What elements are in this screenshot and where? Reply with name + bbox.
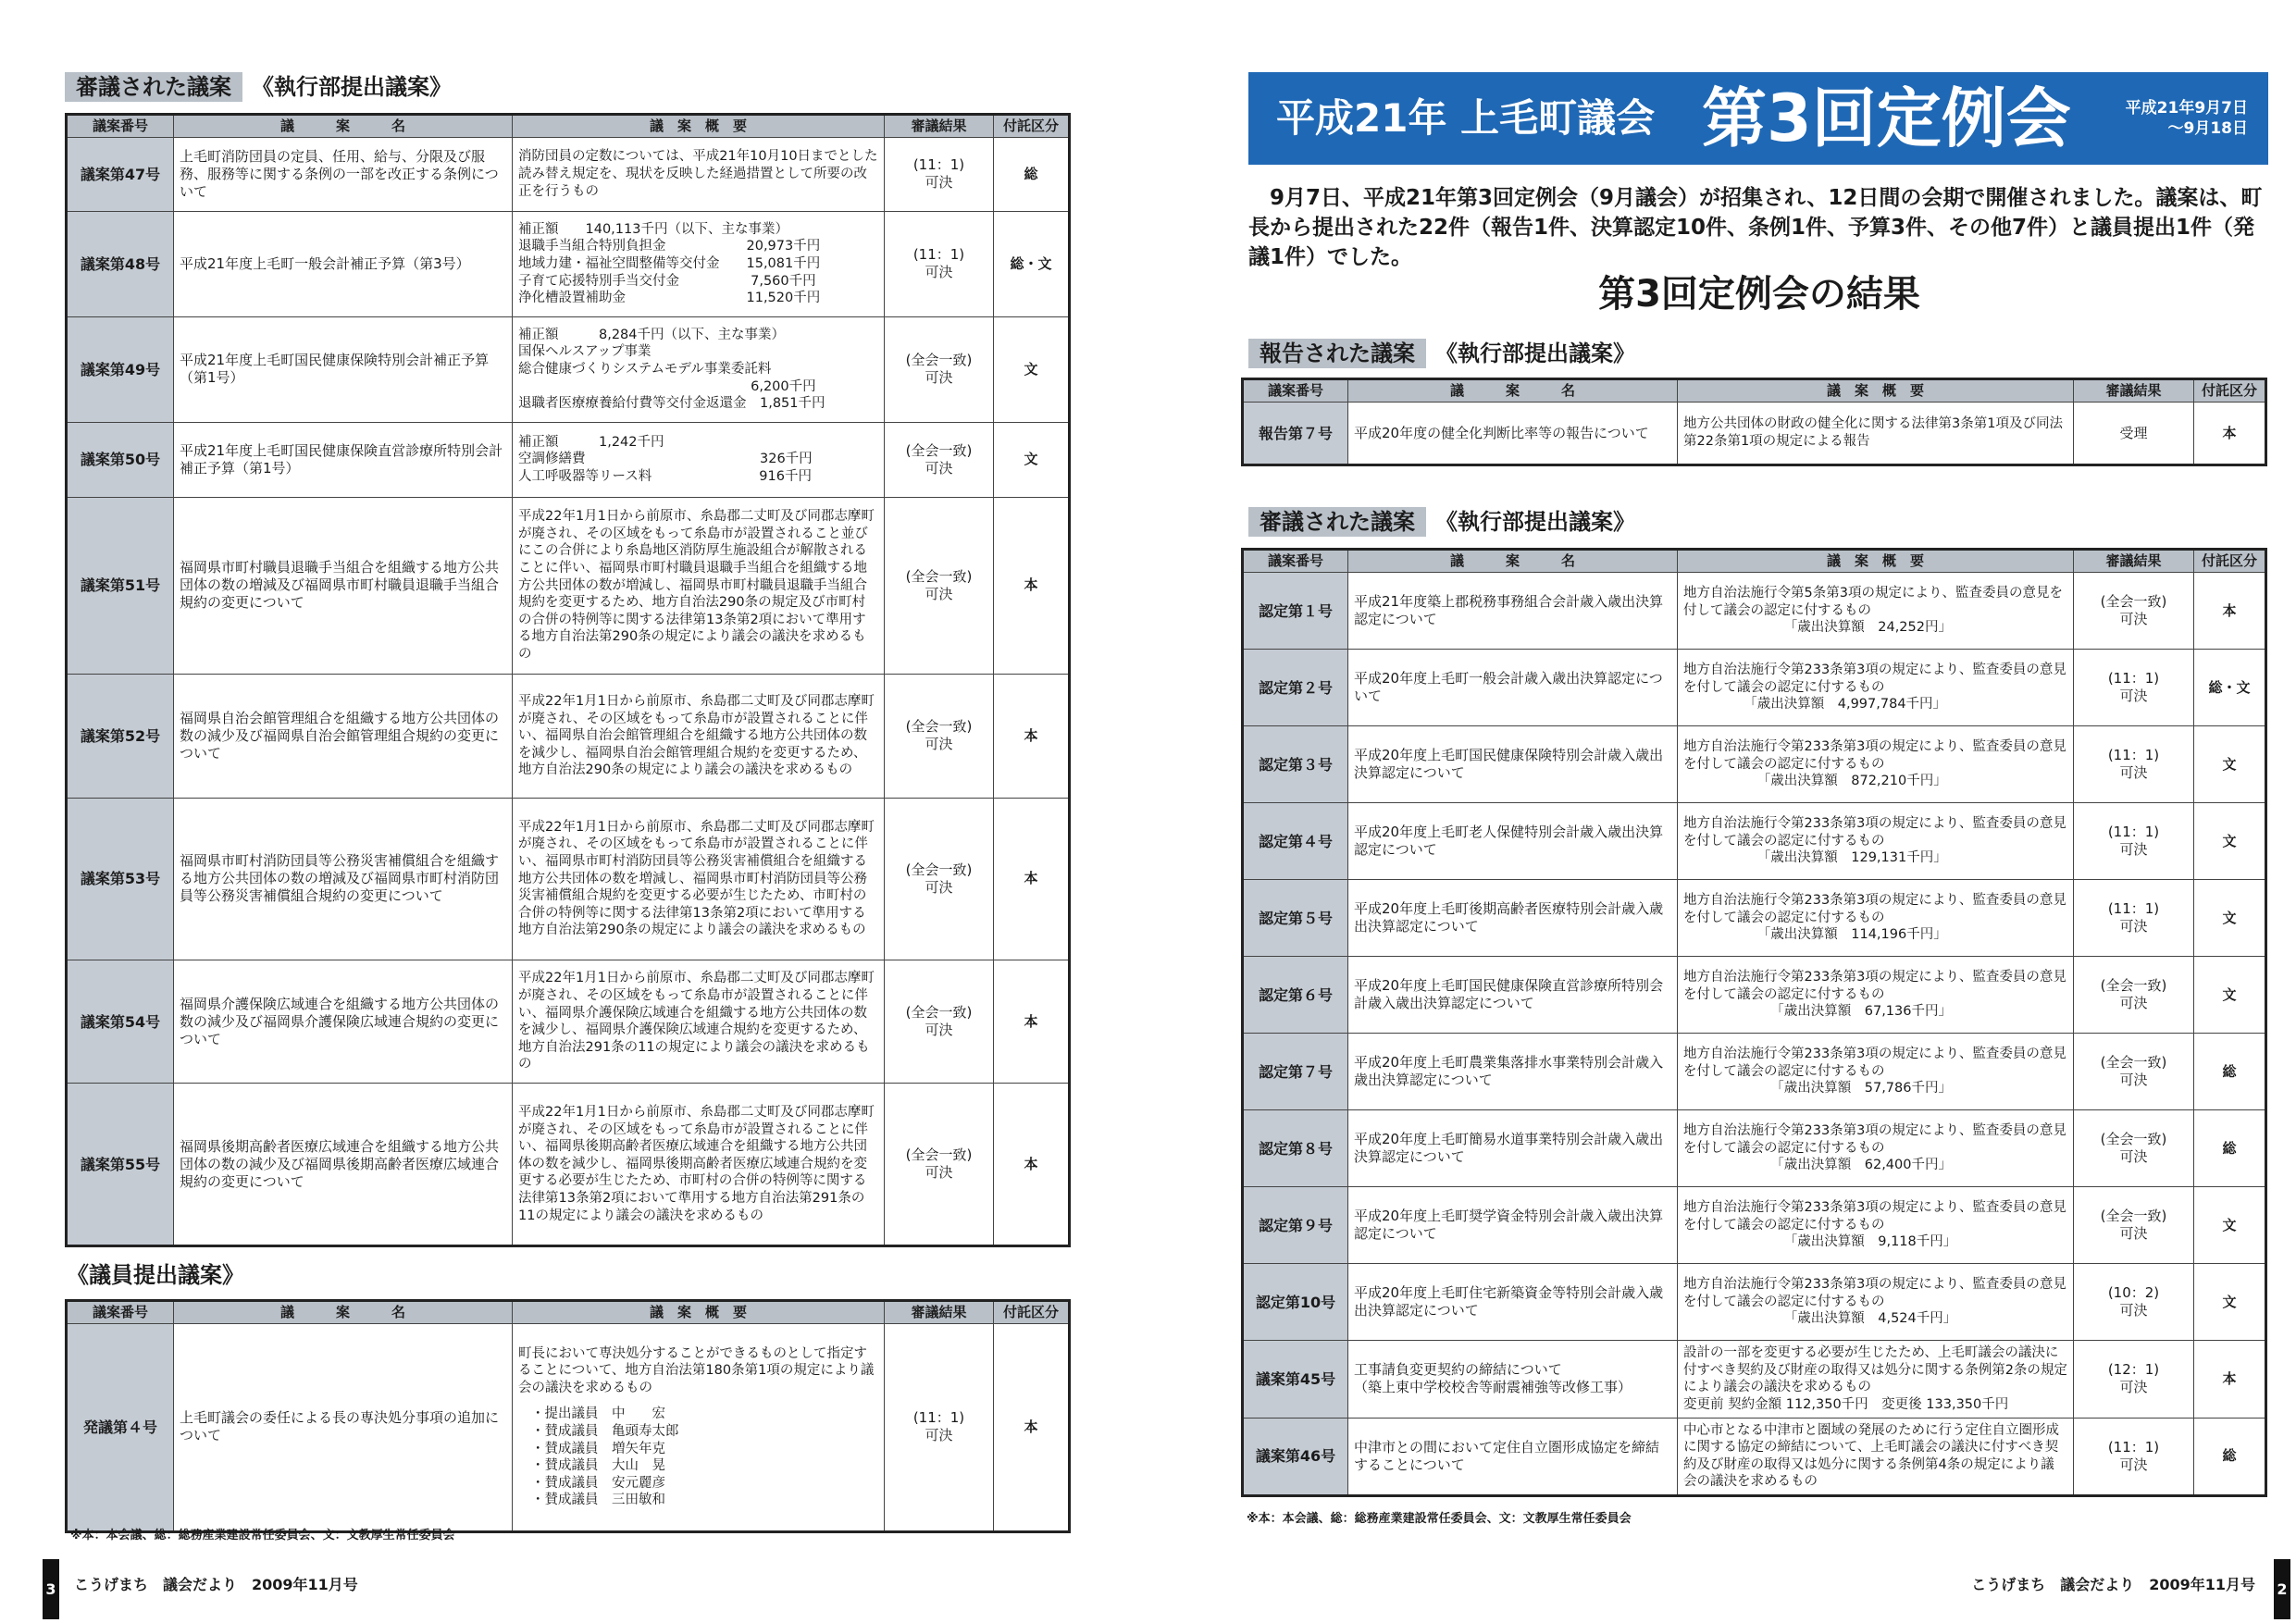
bill-result: (全会一致) 可決 [885,422,994,497]
bill-result: 受理 [2074,403,2194,465]
table-row [67,316,1070,422]
bill-summary: 地方公共団体の財政の健全化に関する法律第3条第1項及び同法第22条第1項の規定による報告 [1678,403,2074,465]
exec-bills-table [1241,548,2267,1497]
bill-summary: 地方自治法施行令第233条第3項の規定により、監査委員の意見を付して議会の認定に付するもの 「歳出決算額 57,786千円」 [1678,1034,2074,1110]
intro-paragraph: 9月7日、平成21年第3回定例会（9月議会）が招集され、12日間の会期で開催されました。議案は、町長から提出された22件（報告1件、決算認定10件、条例1件、予算3件、その他7件）と議員提出1件（発議1件）でした。 [1248,186,2263,269]
bill-title: 平成20年度上毛町国民健康保険直営診療所特別会計歳入歳出決算認定について [1348,957,1678,1034]
table-row [67,422,1070,497]
bill-title: 上毛町議会の委任による長の専決処分事項の追加について [174,1324,513,1532]
bill-title: 福岡県介護保険広域連合を組織する地方公共団体の数の減少及び福岡県介護保険広域連合規約の変更について [174,960,513,1084]
bill-summary: 平成22年1月1日から前原市、糸島郡二丈町及び同郡志摩町が廃され、その区域をもって糸島市が設置されること並びにこの合併により糸島地区消防厚生施設組合が解散されることに伴い、福岡県市町村職員退職手当組合を組織する地方公共団体の数が増減し、福岡県市町村職員退職手当組合規約を変更するため、地方自治法290条の規定及び市町村の合併の特例等に関する法律第13条第2項において準用する地方自治法第290条の規定により議会の議決を求めるもの [513,497,885,675]
bill-summary: 地方自治法施行令第233条第3項の規定により、監査委員の意見を付して議会の認定に付するもの 「歳出決算額 129,131千円」 [1678,803,2074,880]
bill-committee: 文 [2194,1264,2266,1341]
bill-result: (全会一致) 可決 [2074,573,2194,650]
table-row [1243,573,2266,650]
bill-committee: 本 [994,798,1070,960]
left-page [0,0,1074,1623]
bill-number: 認定第８号 [1243,1110,1348,1187]
bill-committee: 本 [994,960,1070,1084]
bill-summary: 平成22年1月1日から前原市、糸島郡二丈町及び同郡志摩町が廃され、その区域をもって糸島市が設置されることに伴い、福岡県介護保険広域連合を組織する地方公共団体の数を減少し、福岡県介護保険広域連合規約を変更するため、地方自治法291条の11の規定により議会の議決を求めるもの [513,960,885,1084]
bill-number: 議案第53号 [67,798,174,960]
bill-title: 平成20年度上毛町老人保健特別会計歳入歳出決算認定について [1348,803,1678,880]
results-heading: 第3回定例会の結果 [1598,273,1920,316]
col-header-number: 議案番号 [1243,550,1348,573]
bill-result: (11：1) 可決 [2074,726,2194,803]
section-title: 審議された議案 [65,72,242,102]
col-header-result: 審議結果 [2074,550,2194,573]
page-number: 2 [2274,1559,2290,1619]
member-section-heading [65,1260,246,1290]
right-page [1222,0,2296,1623]
committee-footnote: ※本：本会議、総：総務産業建設常任委員会、文：文教厚生常任委員会 [1247,1512,1632,1526]
bill-title: 平成20年度上毛町国民健康保険特別会計歳入歳出決算認定について [1348,726,1678,803]
bill-result: (11：1) 可決 [2074,803,2194,880]
table-row [1243,880,2266,957]
bill-result: (11：1) 可決 [2074,1418,2194,1495]
member-bills-table [65,1299,1071,1533]
col-header-title: 議 案 名 [1348,550,1678,573]
bill-result: (全会一致) 可決 [2074,1187,2194,1264]
bill-committee: 総 [2194,1110,2266,1187]
bill-committee: 本 [994,675,1070,798]
bill-committee: 本 [994,1084,1070,1246]
bill-summary: 地方自治法施行令第233条第3項の規定により、監査委員の意見を付して議会の認定に付するもの 「歳出決算額 4,524千円」 [1678,1264,2074,1341]
table-row [67,211,1070,316]
col-header-title: 議 案 名 [1348,379,1678,403]
col-header-title: 議 案 名 [174,115,513,138]
table-header-row [1243,379,2266,403]
bill-summary: 設計の一部を変更する必要が生じたため、上毛町議会の議決に付すべき契約及び財産の取得又は処分に関する条例第2条の規定により議会の議決を求めるもの 変更前 契約金額 112,350千円 変更後 133,350千円 [1678,1341,2074,1418]
section-title: 審議された議案 [1248,507,1426,537]
bill-committee: 総 [2194,1034,2266,1110]
bill-summary: 補正額 8,284千円（以下、主な事業） 国保ヘルスアップ事業 総合健康づくりシステムモデル事業委託料 6,200千円 退職者医療療養給付費等交付金返還金 1,851千円 [513,316,885,422]
committee-footnote: ※本：本会議、総：総務産業建設常任委員会、文：文教厚生常任委員会 [70,1529,455,1542]
bill-number: 議案第48号 [67,211,174,316]
bill-number: 議案第55号 [67,1084,174,1246]
table-row [1243,1264,2266,1341]
col-header-result: 審議結果 [885,1301,994,1324]
table-row [67,675,1070,798]
bill-summary: 補正額 140,113千円（以下、主な事業） 退職手当組合特別負担金 20,973千円 地域力建・福祉空間整備等交付金 15,081千円 子育て応援特別手当交付金 7,560千円 浄化槽設置補助金 11,520千円 [513,211,885,316]
bill-summary: 地方自治法施行令第233条第3項の規定により、監査委員の意見を付して議会の認定に付するもの 「歳出決算額 9,118千円」 [1678,1187,2074,1264]
col-header-committee: 付託区分 [994,1301,1070,1324]
bill-summary: 地方自治法施行令第233条第3項の規定により、監査委員の意見を付して議会の認定に付するもの 「歳出決算額 4,997,784千円」 [1678,650,2074,726]
bill-number: 認定第１号 [1243,573,1348,650]
col-header-number: 議案番号 [1243,379,1348,403]
col-header-summary: 議 案 概 要 [1678,550,2074,573]
col-header-result: 審議結果 [2074,379,2194,403]
bill-committee: 総・文 [994,211,1070,316]
bill-result: (全会一致) 可決 [885,798,994,960]
table-header-row [67,1301,1070,1324]
bill-summary: 補正額 1,242千円 空調修繕費 326千円 人工呼吸器等リース料 916千円 [513,422,885,497]
col-header-summary: 議 案 概 要 [513,1301,885,1324]
page-footer: こうげまち 議会だより 2009年11月号 [74,1576,358,1593]
bill-title: 福岡県市町村職員退職手当組合を組織する地方公共団体の数の増減及び福岡県市町村職員退職手当組合規約の変更について [174,497,513,675]
table-row [1243,650,2266,726]
bill-result: (全会一致) 可決 [885,1084,994,1246]
table-header-row [67,115,1070,138]
table-row [67,1084,1070,1246]
bill-number: 発議第４号 [67,1324,174,1532]
bill-summary: 地方自治法施行令第233条第3項の規定により、監査委員の意見を付して議会の認定に付するもの 「歳出決算額 67,136千円」 [1678,957,2074,1034]
bill-committee: 本 [994,497,1070,675]
col-header-summary: 議 案 概 要 [1678,379,2074,403]
table-row [67,960,1070,1084]
table-row [1243,1110,2266,1187]
table-row [1243,1187,2266,1264]
bill-title: 福岡県市町村消防団員等公務災害補償組合を組織する地方公共団体の数の増減及び福岡県市町村消防団員等公務災害補償組合規約の変更について [174,798,513,960]
bill-summary: 消防団員の定数については、平成21年10月10日までとした読み替え規定を、現状を反映した経過措置として所要の改正を行うもの [513,138,885,212]
table-row [1243,803,2266,880]
table-row [67,138,1070,212]
bill-result: (11：1) 可決 [885,1324,994,1532]
bill-committee: 本 [2194,573,2266,650]
bill-title: 上毛町消防団員の定員、任用、給与、分限及び服務、服務等に関する条例の一部を改正する条例について [174,138,513,212]
bill-number: 報告第７号 [1243,403,1348,465]
bill-result: (全会一致) 可決 [885,675,994,798]
bill-number: 認定第７号 [1243,1034,1348,1110]
bill-committee: 文 [994,316,1070,422]
bill-committee: 総 [2194,1418,2266,1495]
bill-title: 平成20年度上毛町住宅新築資金等特別会計歳入歳出決算認定について [1348,1264,1678,1341]
bill-title: 平成20年度の健全化判断比率等の報告について [1348,403,1678,465]
table-row [67,497,1070,675]
bill-number: 認定第５号 [1243,880,1348,957]
col-header-title: 議 案 名 [174,1301,513,1324]
exec-section-heading [1248,507,1637,537]
bill-result: (全会一致) 可決 [885,316,994,422]
bill-summary: 地方自治法施行令第233条第3項の規定により、監査委員の意見を付して議会の認定に付するもの 「歳出決算額 62,400千円」 [1678,1110,2074,1187]
bill-result: (11：1) 可決 [885,138,994,212]
col-header-number: 議案番号 [67,115,174,138]
bill-committee: 文 [2194,957,2266,1034]
table-row [1243,726,2266,803]
bill-summary: 地方自治法施行令第5条第3項の規定により、監査委員の意見を付して議会の認定に付するもの 「歳出決算額 24,252円」 [1678,573,2074,650]
section-subtitle: 《執行部提出議案》 [252,74,452,100]
session-dates: 平成21年9月7日 ～9月18日 [2125,99,2248,138]
bill-number: 認定第６号 [1243,957,1348,1034]
bill-result: (全会一致) 可決 [885,497,994,675]
bill-title: 平成20年度上毛町農業集落排水事業特別会計歳入歳出決算認定について [1348,1034,1678,1110]
bill-number: 議案第52号 [67,675,174,798]
col-header-summary: 議 案 概 要 [513,115,885,138]
col-header-committee: 付託区分 [2194,379,2266,403]
bill-summary [513,1324,885,1532]
col-header-number: 議案番号 [67,1301,174,1324]
banner-subtitle: 平成21年 上毛町議会 [1276,95,1656,141]
bill-result: (11：1) 可決 [885,211,994,316]
bill-summary: 平成22年1月1日から前原市、糸島郡二丈町及び同郡志摩町が廃され、その区域をもって糸島市が設置されることに伴い、福岡県市町村消防団員等公務災害補償組合を組織する地方公共団体の数を増減し、福岡県市町村消防団員等公務災害補償組合規約を変更する必要が生じたため、市町村の合併の特例等に関する法律第13条第2項において準用する地方自治法第290条の規定により議会の議決を求めるもの [513,798,885,960]
bill-number: 認定第10号 [1243,1264,1348,1341]
table-row [67,798,1070,960]
bill-number: 認定第２号 [1243,650,1348,726]
bill-result: (10：2) 可決 [2074,1264,2194,1341]
section-title: 報告された議案 [1248,339,1426,368]
bill-number: 認定第４号 [1243,803,1348,880]
bill-result: (11：1) 可決 [2074,650,2194,726]
title-banner [1248,72,2268,165]
bill-summary: 平成22年1月1日から前原市、糸島郡二丈町及び同郡志摩町が廃され、その区域をもって糸島市が設置されることに伴い、福岡県後期高齢者医療広域連合を組織する地方公共団体の数を減少し、福岡県後期高齢者医療広域連合規約を変更する必要が生じたため、市町村の合併の特例等に関する法律第13条第2項において準用する地方自治法第291条の11の規定により議会の議決を求めるもの [513,1084,885,1246]
bill-committee: 文 [2194,1187,2266,1264]
banner-title: 第3回定例会 [1702,81,2071,156]
bill-committee: 文 [2194,880,2266,957]
bill-summary: 平成22年1月1日から前原市、糸島郡二丈町及び同郡志摩町が廃され、その区域をもって糸島市が設置されることに伴い、福岡県自治会館管理組合を組織する地方公共団体の数を減少し、福岡県自治会館管理組合規約を変更するため、地方自治法290条の規定により議会の議決を求めるもの [513,675,885,798]
bill-title: 平成21年度築上郡税務事務組合会計歳入歳出決算認定について [1348,573,1678,650]
bill-summary: 地方自治法施行令第233条第3項の規定により、監査委員の意見を付して議会の認定に付するもの 「歳出決算額 872,210千円」 [1678,726,2074,803]
report-bills-table [1241,378,2267,466]
bill-committee: 文 [994,422,1070,497]
bill-committee: 本 [2194,403,2266,465]
bill-title: 平成20年度上毛町一般会計歳入歳出決算認定について [1348,650,1678,726]
bill-result: (全会一致) 可決 [2074,1110,2194,1187]
bill-number: 議案第51号 [67,497,174,675]
bill-committee: 文 [2194,726,2266,803]
bill-result: (11：1) 可決 [2074,880,2194,957]
bill-number: 議案第46号 [1243,1418,1348,1495]
bill-result: (全会一致) 可決 [2074,1034,2194,1110]
bill-number: 議案第45号 [1243,1341,1348,1418]
bill-number: 議案第50号 [67,422,174,497]
table-row [67,1324,1070,1532]
section-subtitle: 《執行部提出議案》 [1435,341,1635,366]
section-subtitle: 《執行部提出議案》 [1435,509,1635,535]
table-row [1243,1034,2266,1110]
bill-committee: 本 [994,1324,1070,1532]
bill-number: 議案第54号 [67,960,174,1084]
bill-title: 平成20年度上毛町後期高齢者医療特別会計歳入歳出決算認定について [1348,880,1678,957]
bill-title: 平成21年度上毛町国民健康保険直営診療所特別会計補正予算（第1号） [174,422,513,497]
bill-result: (12：1) 可決 [2074,1341,2194,1418]
bill-title: 平成20年度上毛町簡易水道事業特別会計歳入歳出決算認定について [1348,1110,1678,1187]
table-header-row [1243,550,2266,573]
table-row [1243,403,2266,465]
sponsor-list: ・提出議員 中 宏 ・賛成議員 亀頭寿太郎 ・賛成議員 増矢年克 ・賛成議員 大山 晃 ・賛成議員 安元麗彦 ・賛成議員 三田敏和 [531,1406,679,1508]
bill-title: 工事請負変更契約の締結について （築上東中学校校舎等耐震補強等改修工事） [1348,1341,1678,1418]
bill-number: 議案第47号 [67,138,174,212]
summary-intro: 町長において専決処分することができるものとして指定することについて、地方自治法第180条第1項の規定により議会の議決を求めるもの [518,1345,875,1395]
report-section-heading [1248,339,1637,368]
bill-committee: 総・文 [2194,650,2266,726]
bill-number: 認定第３号 [1243,726,1348,803]
page-number: 3 [43,1559,59,1619]
table-row [1243,1341,2266,1418]
table-row [1243,957,2266,1034]
bill-number: 認定第９号 [1243,1187,1348,1264]
col-header-result: 審議結果 [885,115,994,138]
col-header-committee: 付託区分 [994,115,1070,138]
bill-summary: 地方自治法施行令第233条第3項の規定により、監査委員の意見を付して議会の認定に付するもの 「歳出決算額 114,196千円」 [1678,880,2074,957]
bill-title: 平成21年度上毛町国民健康保険特別会計補正予算（第1号） [174,316,513,422]
bill-committee: 本 [2194,1341,2266,1418]
col-header-committee: 付託区分 [2194,550,2266,573]
section-title: 《議員提出議案》 [67,1262,244,1288]
bill-result: (全会一致) 可決 [2074,957,2194,1034]
bill-title: 平成21年度上毛町一般会計補正予算（第3号） [174,211,513,316]
bill-summary: 中心市となる中津市と圏域の発展のために行う定住自立圏形成に関する協定の締結について、上毛町議会の議決に付すべき契約及び財産の取得又は処分に関する条例第4条の規定により議会の議決を求めるもの [1678,1418,2074,1495]
bill-committee: 総 [994,138,1070,212]
bill-committee: 文 [2194,803,2266,880]
table-row [1243,1418,2266,1495]
exec-section-heading [65,72,453,102]
exec-bills-table [65,113,1071,1247]
bill-title: 福岡県後期高齢者医療広域連合を組織する地方公共団体の数の減少及び福岡県後期高齢者医療広域連合規約の変更について [174,1084,513,1246]
bill-result: (全会一致) 可決 [885,960,994,1084]
page-footer: こうげまち 議会だより 2009年11月号 [1971,1576,2255,1593]
bill-title: 福岡県自治会館管理組合を組織する地方公共団体の数の減少及び福岡県自治会館管理組合規約の変更について [174,675,513,798]
bill-title: 平成20年度上毛町奨学資金特別会計歳入歳出決算認定について [1348,1187,1678,1264]
bill-title: 中津市との間において定住自立圏形成協定を締結することについて [1348,1418,1678,1495]
bill-number: 議案第49号 [67,316,174,422]
